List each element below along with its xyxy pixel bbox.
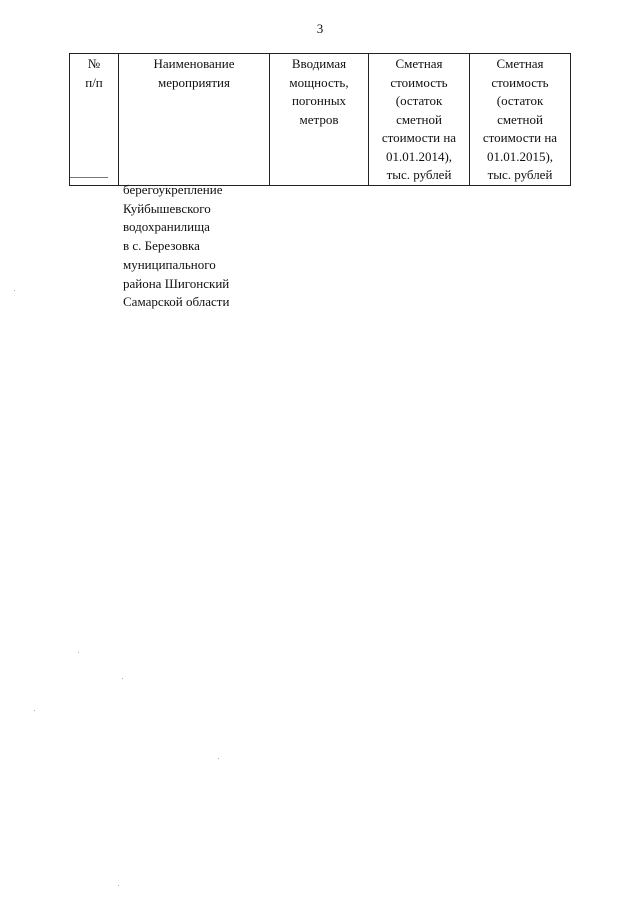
table-header-row	[70, 54, 571, 186]
measure-name-continuation: берегоукрепление Куйбышевского водохранилища в с. Березовка муниципального района Шигонский Самарской области	[123, 182, 230, 310]
scan-speck	[122, 678, 123, 679]
header-cell-capacity: Вводимая мощность, погонных метров	[270, 54, 369, 186]
header-cell-cost-2014: Сметная стоимость (остаток сметной стоимости на 01.01.2014), тыс. рублей	[369, 54, 470, 186]
scan-speck	[78, 652, 79, 653]
header-cell-number: № п/п	[70, 54, 119, 186]
scan-speck	[14, 290, 15, 291]
scan-speck	[218, 758, 219, 759]
table-edge-mark	[70, 177, 108, 178]
page-number: 3	[316, 21, 324, 36]
table-border-stub	[118, 177, 119, 185]
header-cell-cost-2015: Сметная стоимость (остаток сметной стоимости на 01.01.2015), тыс. рублей	[470, 54, 571, 186]
scan-speck	[118, 885, 119, 886]
header-cell-measure-name: Наименование мероприятия	[119, 54, 270, 186]
measures-table-header	[69, 53, 571, 186]
scan-speck	[34, 710, 35, 711]
